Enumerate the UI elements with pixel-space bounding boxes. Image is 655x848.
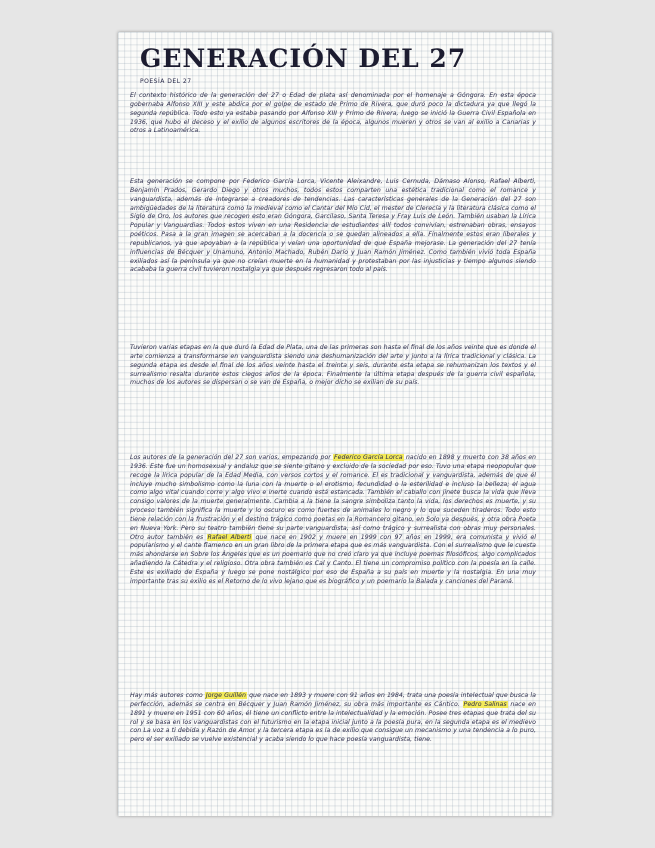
highlight-lorca: Federico García Lorca — [334, 454, 403, 461]
paragraph-lorca-alberti — [130, 454, 536, 587]
highlight-alberti: Rafael Alberti — [207, 533, 252, 541]
paragraph-text-part: que nace en 1902 y muere en 1999 con 97 años en 1999, era comunista y vivió el popularismo y el cante flamenco en un gran libro de la primera etapa que es más vanguardista. Con el surrealismo que le cuesta más ahondarse en Sobre los Ángeles que es un poemario que no creó claro ya que incluye poemas filosóficos, algo complicados añadiendo la Cátedra y el religioso. Otra obra también es Cal y Canto. El tiene un compromiso político con la poesía en la calle. Este es exiliado de España y luego se pone nostálgico por eso de España a su país en muerte y la nostalgia. En una muy importante tras su exilio es el Retorno de lo vivo lejano que es biográfico y un poemario la Balada y canciones del Paraná. — [130, 533, 536, 585]
page-subtitle: POESÍA DEL 27 — [140, 78, 192, 85]
paragraph-authors-and-features: Esta generación se compone por Federico García Lorca, Vicente Aleixandre, Luis Cernuda, Dámaso Alonso, Rafael Alberti, Benjamín Prados, Gerardo Diego y otros muchos, todos estos comparten una estética tradicional como el romance y vanguardista, además de integrarse a creadores de tendencias. Las características generales de la Generación del 27 son ambigüedades de la literatura como la medieval como el Cantar del Mío Cid, el mester de Clerecía y la literatura clásica como el Siglo de Oro, los autores que recogen esto eran Góngora, Garcilaso, Santa Teresa y Fray Luis de León. También usaban la Lírica Popular y Vanguardias. Todos estos viven en una Residencia de estudiantes allí todos convivían, estrenaban obras, ensayos poéticos. Pasa a la gran imagen se acercaban a la docencia o se quedan alineados a ella. Finalmente estos eran liberales y republicanos, ya que apoyaban a la república y veían una oportunidad de que España mejorase. La generación del 27 tenía influencias de Bécquer y Unamuno, Antonio Machado, Rubén Darío y Juan Ramón Jiménez. Como también vivió toda España exiliados así la península ya que no creían muerte en la humanidad y protestaban por las injusticias y tiempo algunos siendo acababa la guerra civil tuvieron nostalgia ya que después regresaron todo al país. — [130, 178, 536, 274]
paragraph-text-part: Los autores de la generación del 27 son varios, empezando por — [130, 454, 331, 461]
paragraph-text-part: nace en 1891 y muere en 1951 con 60 años, él tiene un conflicto entre la intelectualidad y la emoción. Posee tres etapas que trata del su rol y se basa en los vanguardistas con el futurismo en la etapa inicial junto a la poesía pura, en la segunda etapa es el medievo con La voz a ti debida y Razón de Amor y la tercera etapa es la de exilio que consigue un mecanismo y una tendencia a lo puro, pero el ser exiliado se vuelve existencial y acaba siendo lo que hace poesía vanguardista, tiene. — [130, 700, 536, 744]
paragraph-text-part: Hay más autores como — [130, 692, 203, 699]
highlight-guillen: Jorge Guillén — [205, 692, 246, 699]
highlight-salinas: Pedro Salinas — [463, 700, 507, 708]
paragraph-text-part: nacido en 1898 y muerto con 38 años en 1936. Este fue un homosexual y andaluz que se siente gitano y excluido de la sociedad por eso. Tuvo una etapa neopopular que recoge la lírica popular de la Edad Media, con versos cortos y el romance. El es tradicional y vanguardista, además de que él incluye mucho simbolismo como la luna con la muerte o el erotismo, fecundidad o la esterilidad e incluso la belleza; el agua como algo vital cuando corre y algo vivo e inerte cuando está estancada. También el caballo con jinete busca la vida que lleva consigo valores de la muerte generalmente. Cambia a la tiene la sangre simboliza tanto la vida, los derechos es muerte, y su proceso también significa la muerte y lo oscuro es como fuertes de animales lo negro y lo que suceden tiraderos. Todo esto tiene relación con la frustración y el destino trágico como poetas en la Romancero gitano, en Solo ya después, y otra obra Poeta en Nueva York. Pero su teatro también tiene su parte vanguardista, así como trágico y surrealista con obras muy personales. Otro autor también es — [130, 454, 536, 541]
paragraph-text-part: que nace en 1893 y muere con 91 años en 1984, trata una poesía intelectual que busca la perfección, además se centra en Bécquer y Juan Ramón Jiménez, su obra más importante es Cántico. — [130, 692, 536, 708]
page-title: GENERACIÓN DEL 27 — [140, 44, 467, 73]
notebook-page — [118, 32, 552, 816]
paragraph-stages: Tuvieron varias etapas en la que duró la Edad de Plata, una de las primeras son hasta el final de los años veinte que es donde el arte comienza a transformarse en vanguardista siendo una deshumanización del arte y junto a la lírica tradicional y clásica. La segunda etapa es desde el final de los años veinte hasta el treinta y seis, durante esta etapa se rehumanizan los textos y el surrealismo resalta durante estos ciegos años de la época. Finalmente la última etapa después de la guerra civil española, muchos de los autores se dispersan o se van de España, o mejor dicho se exilian de su país. — [130, 344, 536, 387]
paragraph-historical-context: El contexto histórico de la generación del 27 o Edad de plata así denominada por el homenaje a Góngora. En esta época gobernaba Alfonso XIII y este abdica por el golpe de estado de Primo de Rivera, que duró poco la dictadura ya que llegó la segunda república. Todo esto ya estaba pasando por Alfonso XIII y Primo de Rivera, luego se inició la Guerra Civil Española en 1936, que hubo el deceso y el exilio de algunos escritores de la época, algunos mueren y otros se van al exilio a Canarias y otros a Latinoamérica. — [130, 92, 536, 135]
paragraph-guillen-salinas — [130, 692, 536, 745]
